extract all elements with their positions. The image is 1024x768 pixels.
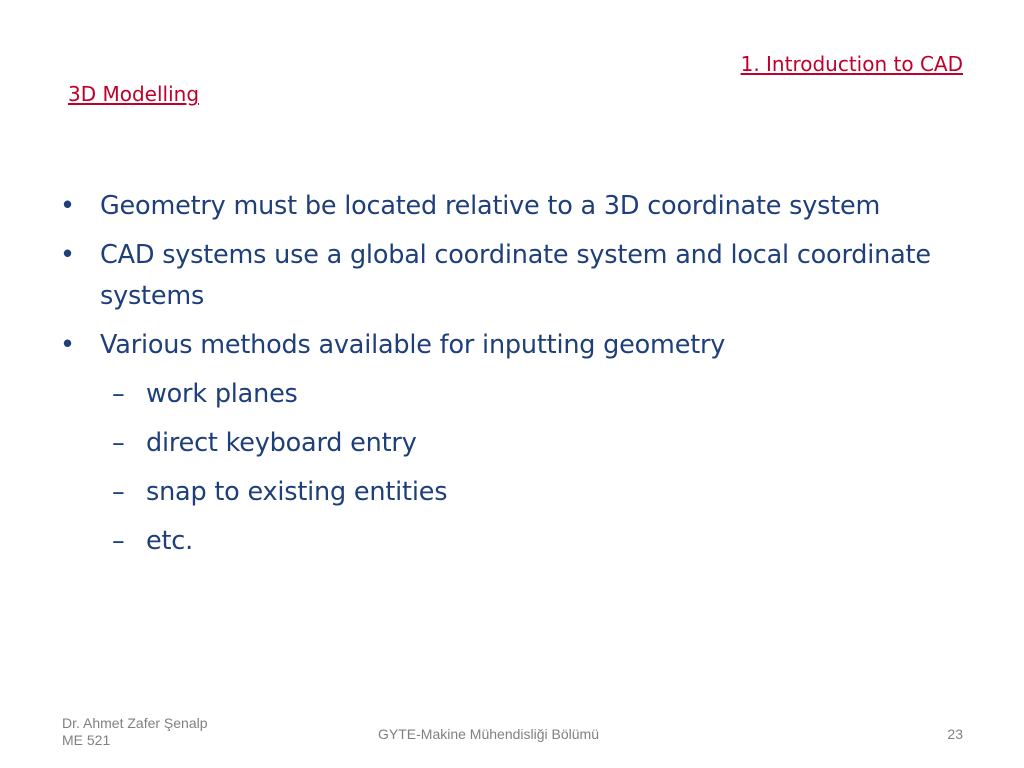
sub-bullet-text: work planes [146,379,298,409]
sub-bullet-text: snap to existing entities [146,477,448,507]
sub-bullet-marker: – [112,428,125,458]
section-title: 1. Introduction to CAD [740,52,963,76]
sub-bullet-item [56,374,976,415]
sub-bullet-item [56,423,976,464]
bullet-marker: • [60,240,75,270]
page-number: 23 [947,726,963,742]
sub-bullet-marker: – [112,526,125,556]
bullet-list [56,186,976,570]
bullet-item [56,186,976,227]
footer-author-block [62,715,208,749]
sub-bullet-marker: – [112,477,125,507]
bullet-item [56,235,976,317]
bullet-text: Geometry must be located relative to a 3D coordinate system [100,191,881,221]
sub-bullet-marker: – [112,379,125,409]
bullet-text: CAD systems use a global coordinate system and local coordinate systems [100,240,931,311]
bullet-marker: • [60,330,75,360]
footer-course: ME 521 [62,732,111,748]
slide-title: 3D Modelling [68,82,200,106]
footer-author: Dr. Ahmet Zafer Şenalp [62,715,208,731]
bullet-item [56,325,976,366]
bullet-text: Various methods available for inputting geometry [100,330,726,360]
bullet-marker: • [60,191,75,221]
footer-department: GYTE-Makine Mühendisliği Bölümü [378,726,599,742]
sub-bullet-text: etc. [146,526,194,556]
sub-bullet-item [56,521,976,562]
sub-bullet-text: direct keyboard entry [146,428,417,458]
sub-bullet-item [56,472,976,513]
